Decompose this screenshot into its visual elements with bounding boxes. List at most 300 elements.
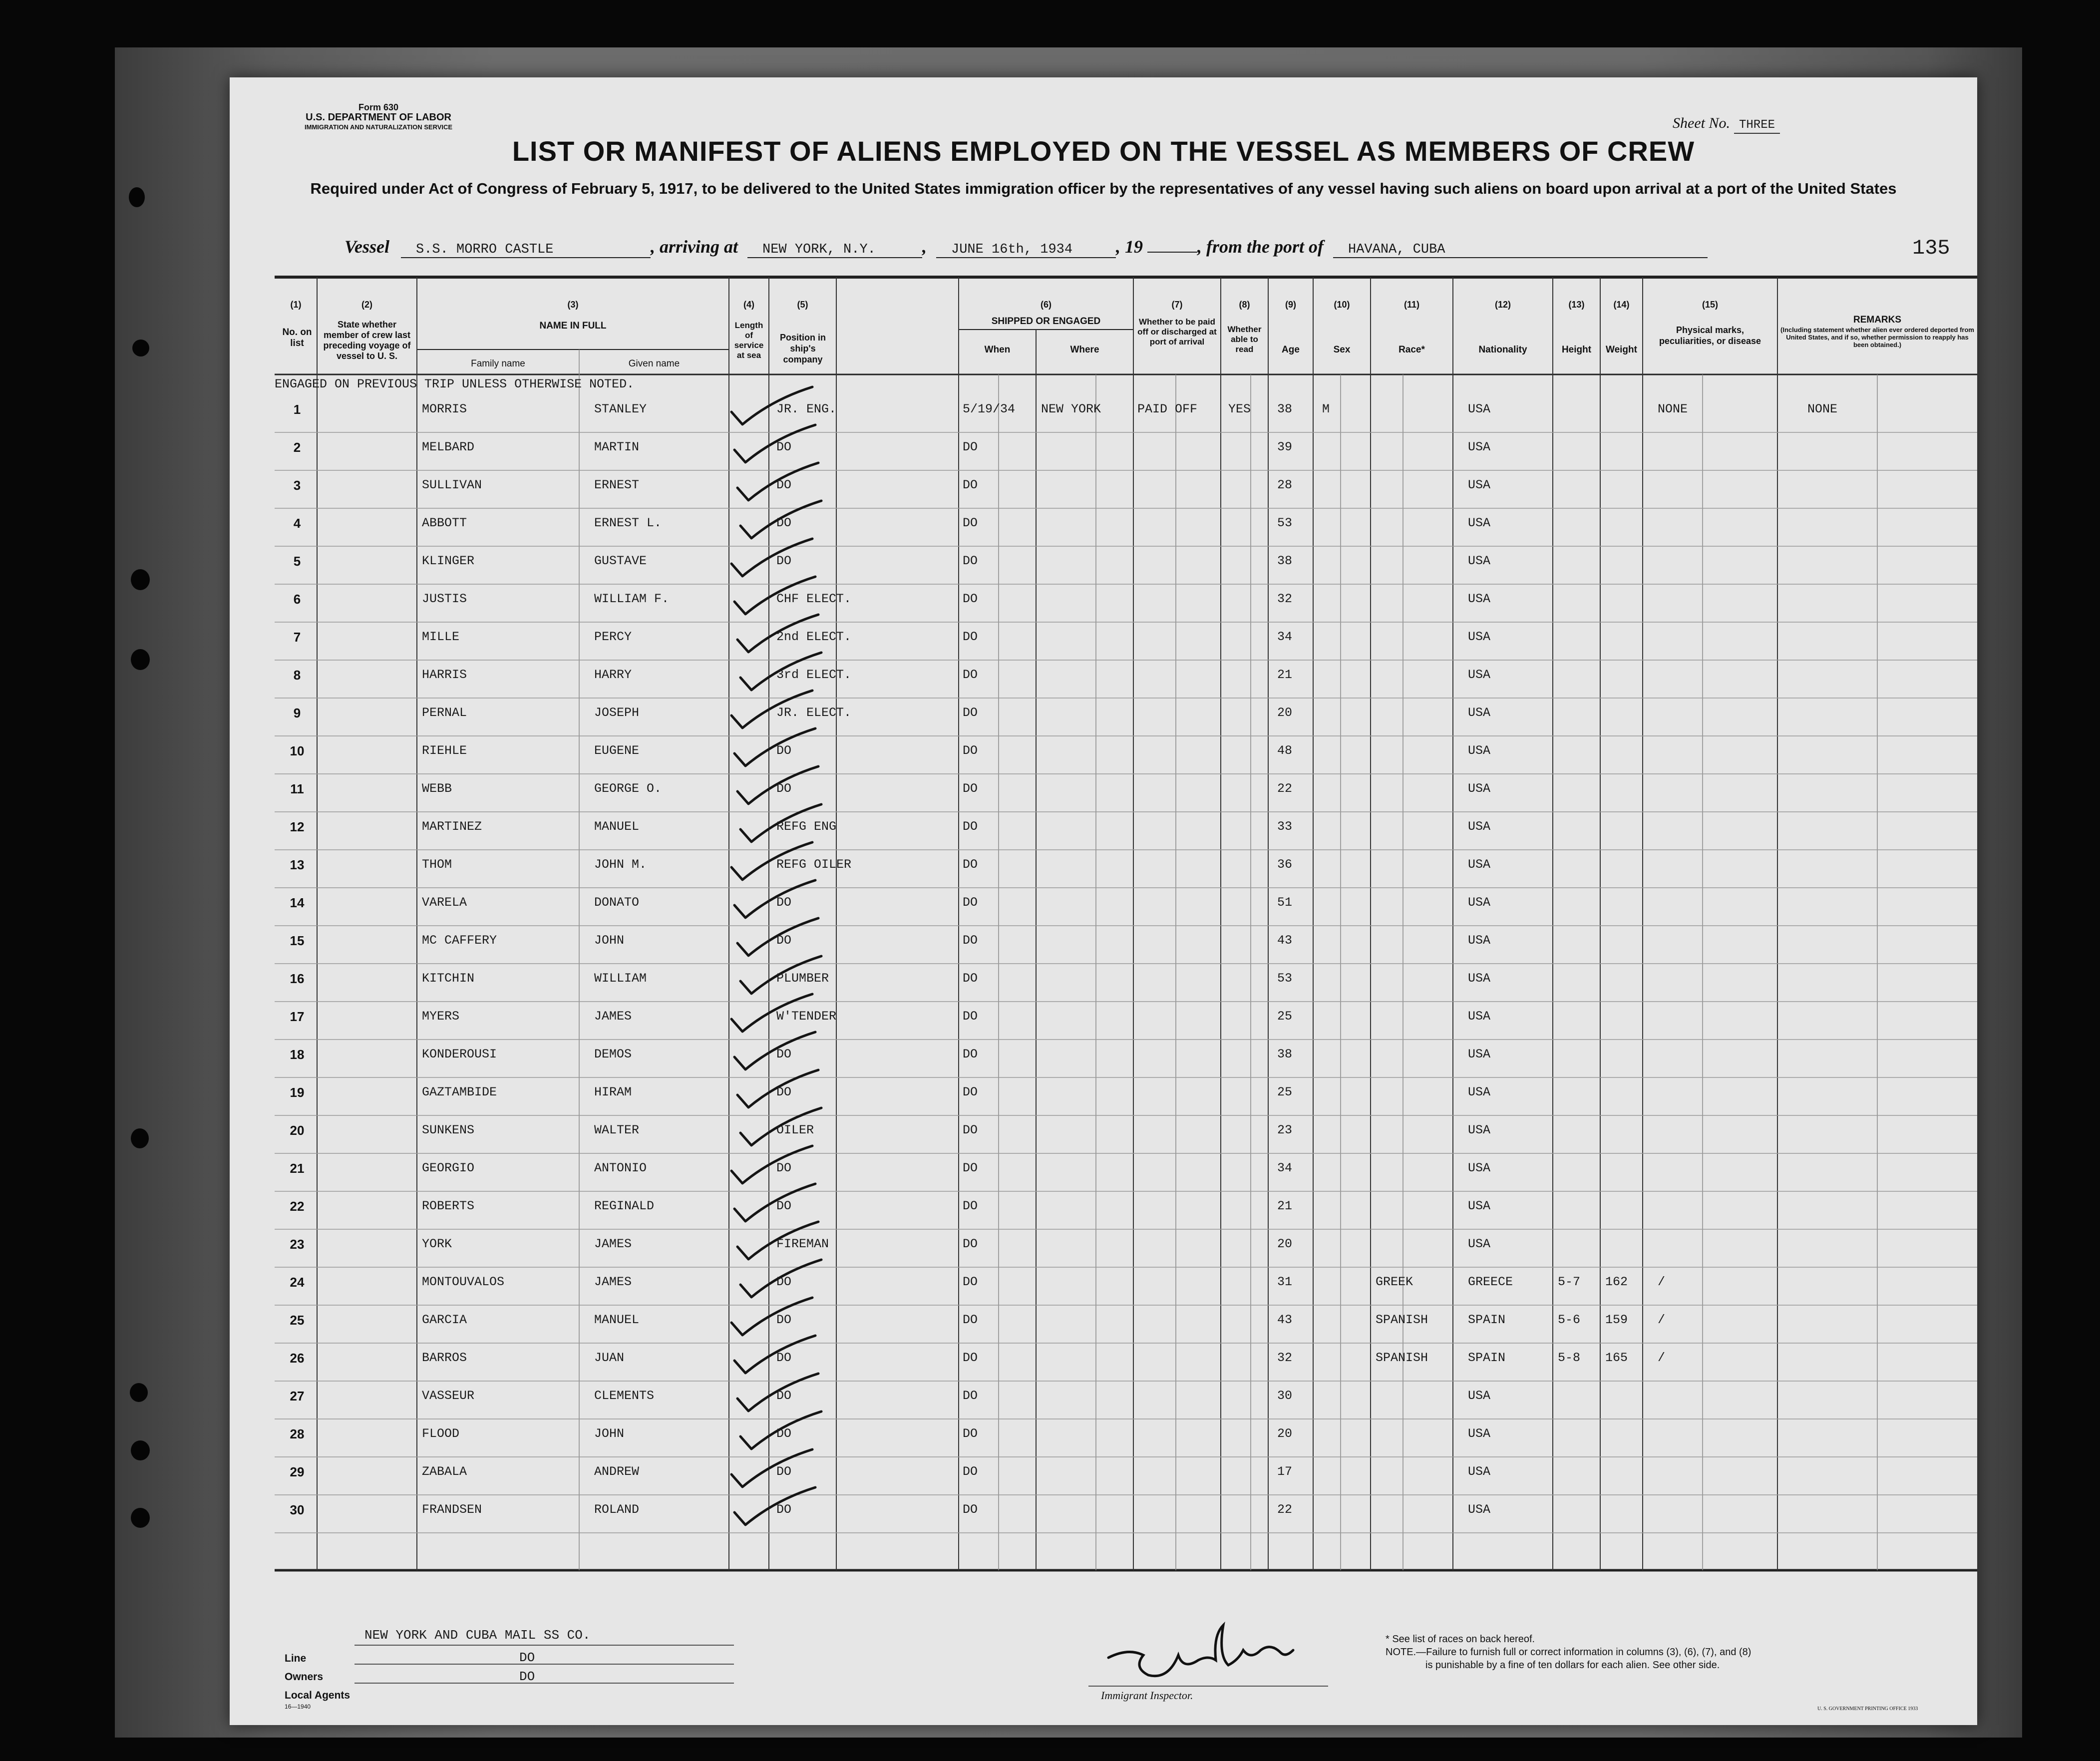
cell-age: 23: [1277, 1123, 1293, 1137]
cell-shipped-when: DO: [963, 1199, 978, 1213]
cell-nationality: GREECE: [1468, 1275, 1513, 1289]
line-label: Line: [285, 1653, 307, 1664]
cell-family-name: GEORGIO: [422, 1161, 475, 1175]
cell-row-number: 11: [290, 781, 304, 796]
col-8-number: (8): [1239, 300, 1250, 310]
local-agents-code: 16—1940: [285, 1703, 311, 1710]
cell-family-name: MARTINEZ: [422, 819, 482, 834]
binder-hole: [131, 1508, 150, 1528]
cell-family-name: MONTOUVALOS: [422, 1275, 505, 1289]
service-check-mark: [731, 1449, 812, 1487]
cell-given-name: ERNEST L.: [594, 516, 662, 530]
cell-position: REFG ENG: [776, 819, 837, 834]
cell-row-number: 16: [290, 971, 305, 986]
cell-family-name: GAZTAMBIDE: [422, 1085, 497, 1099]
cell-age: 38: [1277, 402, 1293, 416]
cell-row-number: 7: [293, 630, 301, 645]
cell-shipped-when: DO: [963, 933, 978, 948]
cell-age: 28: [1277, 478, 1293, 492]
cell-family-name: MYERS: [422, 1009, 460, 1024]
cell-given-name: JOHN: [594, 933, 625, 948]
col-9-number: (9): [1285, 300, 1296, 310]
cell-shipped-when: DO: [963, 554, 978, 568]
owners-value: DO: [519, 1650, 535, 1665]
cell-family-name: RIEHLE: [422, 743, 467, 758]
cell-age: 22: [1277, 1502, 1293, 1517]
col-4-number: (4): [743, 300, 754, 310]
cell-nationality: USA: [1468, 857, 1491, 872]
page-number: 135: [1912, 236, 1950, 260]
service-check-mark: [734, 425, 815, 462]
col-5-number: (5): [797, 300, 808, 310]
arrival-date-field: JUNE 16th, 1934: [936, 242, 1116, 258]
cell-row-number: 29: [290, 1464, 305, 1479]
cell-nationality: USA: [1468, 1047, 1491, 1061]
cell-age: 20: [1277, 705, 1293, 720]
cell-age: 38: [1277, 1047, 1293, 1061]
cell-shipped-when: DO: [963, 478, 978, 492]
vessel-line: Vessel S.S. MORRO CASTLE , arriving at NEW YORK, N.Y. , JUNE 16th, 1934 , 19 , from the port of HAVANA, CUBA: [345, 236, 1708, 258]
binder-hole: [131, 649, 150, 670]
cell-position: CHF ELECT.: [776, 592, 852, 606]
cell-position: DO: [776, 1085, 792, 1099]
cell-position: DO: [776, 1502, 792, 1517]
cell-height: 5-7: [1558, 1275, 1581, 1289]
cell-given-name: JAMES: [594, 1237, 632, 1251]
binder-hole: [131, 1440, 150, 1460]
cell-given-name: GUSTAVE: [594, 554, 647, 568]
col-2-number: (2): [361, 300, 372, 310]
cell-position: DO: [776, 1275, 792, 1289]
cell-position: DO: [776, 1389, 792, 1403]
col-3-label: NAME IN FULL: [539, 321, 607, 331]
cell-family-name: KONDEROUSI: [422, 1047, 497, 1061]
service-check-mark: [734, 1032, 815, 1069]
vessel-name-field: S.S. MORRO CASTLE: [401, 242, 651, 258]
cell-position: DO: [776, 1199, 792, 1213]
department-name: U.S. DEPARTMENT OF LABOR: [306, 112, 451, 123]
cell-given-name: ANDREW: [594, 1464, 640, 1479]
cell-row-number: 25: [290, 1313, 305, 1328]
cell-family-name: WEBB: [422, 781, 452, 796]
cell-position: DO: [776, 440, 792, 454]
service-name: IMMIGRATION AND NATURALIZATION SERVICE: [305, 123, 453, 131]
cell-family-name: SULLIVAN: [422, 478, 482, 492]
from-port-label: , from the port of: [1197, 237, 1324, 257]
cell-family-name: VASSEUR: [422, 1389, 475, 1403]
cell-given-name: JOHN M.: [594, 857, 647, 872]
cell-shipped-when: DO: [963, 1464, 978, 1479]
cell-position: DO: [776, 781, 792, 796]
cell-shipped-when: DO: [963, 1237, 978, 1251]
cell-position: DO: [776, 516, 792, 530]
cell-family-name: FLOOD: [422, 1426, 460, 1441]
col-10-number: (10): [1334, 300, 1350, 310]
cell-nationality: USA: [1468, 1085, 1491, 1099]
arrival-port-field: NEW YORK, N.Y.: [747, 242, 922, 258]
cell-position: W'TENDER: [776, 1009, 837, 1024]
cell-age: 33: [1277, 819, 1293, 834]
cell-shipped-when: DO: [963, 1085, 978, 1099]
col-4-label: Length of service at sea: [734, 321, 764, 360]
cell-row-number: 1: [293, 402, 301, 417]
cell-weight: 165: [1605, 1351, 1628, 1365]
col-1-label: No. on list: [282, 327, 312, 349]
col-6-number: (6): [1041, 300, 1051, 310]
cell-shipped-when: DO: [963, 516, 978, 530]
sheet-number-label: Sheet No.: [1673, 115, 1730, 131]
cell-age: 34: [1277, 630, 1293, 644]
cell-given-name: JOHN: [594, 1426, 625, 1441]
cell-nationality: USA: [1468, 1161, 1491, 1175]
local-agents-label: [285, 1690, 350, 1712]
col-14-label: Weight: [1606, 345, 1637, 355]
cell-row-number: 30: [290, 1502, 305, 1517]
cell-age: 25: [1277, 1085, 1293, 1099]
cell-age: 25: [1277, 1009, 1293, 1024]
col-13-label: Height: [1561, 345, 1592, 355]
cell-shipped-when: DO: [963, 592, 978, 606]
cell-position: DO: [776, 1464, 792, 1479]
cell-given-name: STANLEY: [594, 402, 647, 416]
cell-given-name: WILLIAM F.: [594, 592, 670, 606]
cell-weight: 162: [1605, 1275, 1628, 1289]
service-check-mark: [734, 728, 815, 766]
cell-shipped-when: DO: [963, 971, 978, 986]
cell-row-number: 18: [290, 1047, 305, 1062]
col-1-number: (1): [290, 300, 302, 310]
cell-age: 53: [1277, 971, 1293, 986]
cell-physical-marks: /: [1658, 1351, 1666, 1365]
cell-given-name: MARTIN: [594, 440, 640, 454]
cell-nationality: USA: [1468, 1199, 1491, 1213]
cell-physical-marks: NONE: [1658, 402, 1688, 416]
local-agents-text: Local Agents: [285, 1690, 350, 1701]
cell-given-name: WALTER: [594, 1123, 640, 1137]
cell-shipped-when: DO: [963, 440, 978, 454]
col-7-label: Whether to be paid off or discharged at port of arrival: [1137, 317, 1217, 347]
col-16-label: REMARKS: [1853, 315, 1902, 325]
col-15-number: (15): [1702, 300, 1718, 310]
cell-age: 20: [1277, 1426, 1293, 1441]
cell-given-name: HARRY: [594, 668, 632, 682]
col-7-number: (7): [1171, 300, 1183, 310]
cell-position: REFG OILER: [776, 857, 852, 872]
cell-age: 51: [1277, 895, 1293, 910]
cell-row-number: 28: [290, 1426, 305, 1441]
cell-nationality: USA: [1468, 895, 1491, 910]
cell-nationality: SPAIN: [1468, 1313, 1506, 1327]
cell-nationality: USA: [1468, 554, 1491, 568]
cell-shipped-when: 5/19/34: [963, 402, 1016, 416]
cell-row-number: 6: [293, 592, 301, 607]
cell-shipped-when: DO: [963, 668, 978, 682]
cell-nationality: USA: [1468, 630, 1491, 644]
cell-given-name: DEMOS: [594, 1047, 632, 1061]
col-11-number: (11): [1403, 300, 1420, 310]
cell-row-number: 24: [290, 1275, 305, 1290]
col-15-label: Physical marks, peculiarities, or disease: [1659, 325, 1761, 346]
col-5-label: Position in ship's company: [780, 333, 826, 364]
cell-given-name: REGINALD: [594, 1199, 655, 1213]
cell-sex: M: [1322, 402, 1330, 416]
page-title: LIST OR MANIFEST OF ALIENS EMPLOYED ON THE VESSEL AS MEMBERS OF CREW: [512, 135, 1695, 167]
cell-nationality: USA: [1468, 743, 1491, 758]
cell-shipped-when: DO: [963, 819, 978, 834]
cell-shipped-when: DO: [963, 1009, 978, 1024]
footnote-penalty-cont: is punishable by a fine of ten dollars for each alien. See other side.: [1425, 1660, 1720, 1671]
cell-shipped-when: DO: [963, 1047, 978, 1061]
cell-shipped-when: DO: [963, 1123, 978, 1137]
cell-nationality: USA: [1468, 478, 1491, 492]
cell-age: 21: [1277, 668, 1293, 682]
col-16-sublabel: (Including statement whether alien ever ordered deported from United States, and if so, whether permission to reapply has been obtained.): [1780, 326, 1974, 349]
col-12-label: Nationality: [1478, 345, 1527, 355]
cell-age: 21: [1277, 1199, 1293, 1213]
owners-label: Owners: [285, 1671, 324, 1683]
cell-position: DO: [776, 1161, 792, 1175]
service-check-mark: [731, 1298, 812, 1335]
cell-row-number: 10: [290, 743, 305, 758]
binder-hole: [131, 569, 150, 590]
cell-age: 22: [1277, 781, 1293, 796]
cell-family-name: HARRIS: [422, 668, 467, 682]
cell-row-number: 23: [290, 1237, 305, 1252]
engaged-note: ENGAGED ON PREVIOUS TRIP UNLESS OTHERWISE NOTED.: [275, 377, 635, 391]
manifest-sheet: [230, 77, 1977, 1725]
form-number: Form 630: [358, 102, 399, 112]
cell-position: 2nd ELECT.: [776, 630, 852, 644]
cell-family-name: MILLE: [422, 630, 460, 644]
cell-position: DO: [776, 478, 792, 492]
cell-age: 31: [1277, 1275, 1293, 1289]
cell-position: PLUMBER: [776, 971, 829, 986]
cell-nationality: USA: [1468, 516, 1491, 530]
cell-shipped-when: DO: [963, 1426, 978, 1441]
cell-nationality: USA: [1468, 933, 1491, 948]
cell-nationality: USA: [1468, 592, 1491, 606]
cell-row-number: 13: [290, 857, 305, 872]
col-6-label: SHIPPED OR ENGAGED: [991, 316, 1101, 327]
cell-shipped-when: DO: [963, 743, 978, 758]
cell-age: 48: [1277, 743, 1293, 758]
cell-family-name: JUSTIS: [422, 592, 467, 606]
cell-family-name: MC CAFFERY: [422, 933, 497, 948]
cell-nationality: USA: [1468, 705, 1491, 720]
cell-row-number: 15: [290, 933, 305, 948]
cell-age: 30: [1277, 1389, 1293, 1403]
cell-shipped-when: DO: [963, 630, 978, 644]
cell-age: 43: [1277, 933, 1293, 948]
vessel-label: Vessel: [345, 237, 389, 257]
cell-nationality: USA: [1468, 1426, 1491, 1441]
cell-shipped-when: DO: [963, 1275, 978, 1289]
service-check-mark: [731, 539, 812, 576]
cell-paid-off: PAID OFF: [1137, 402, 1198, 416]
cell-row-number: 26: [290, 1351, 305, 1366]
cell-shipped-when: DO: [963, 1502, 978, 1517]
cell-position: DO: [776, 933, 792, 948]
cell-position: DO: [776, 1426, 792, 1441]
cell-age: 43: [1277, 1313, 1293, 1327]
cell-nationality: USA: [1468, 1502, 1491, 1517]
col-6-when-label: When: [984, 345, 1011, 355]
cell-family-name: VARELA: [422, 895, 467, 910]
service-check-mark: [734, 880, 815, 918]
cell-race: GREEK: [1376, 1275, 1413, 1289]
cell-family-name: BARROS: [422, 1351, 467, 1365]
cell-row-number: 12: [290, 819, 305, 834]
cell-shipped-when: DO: [963, 1313, 978, 1327]
service-check-mark: [731, 1146, 812, 1183]
cell-given-name: MANUEL: [594, 1313, 640, 1327]
year-label: 19: [1125, 237, 1143, 257]
cell-position: DO: [776, 554, 792, 568]
col-12-number: (12): [1494, 300, 1511, 310]
cell-family-name: SUNKENS: [422, 1123, 475, 1137]
cell-row-number: 27: [290, 1389, 305, 1404]
cell-row-number: 20: [290, 1123, 305, 1138]
cell-row-number: 3: [293, 478, 301, 493]
cell-remarks: NONE: [1807, 402, 1838, 416]
cell-position: DO: [776, 743, 792, 758]
cell-race: SPANISH: [1376, 1313, 1428, 1327]
cell-given-name: ANTONIO: [594, 1161, 647, 1175]
cell-row-number: 19: [290, 1085, 305, 1100]
cell-position: DO: [776, 1351, 792, 1365]
cell-race: SPANISH: [1376, 1351, 1428, 1365]
cell-row-number: 21: [290, 1161, 305, 1176]
cell-position: 3rd ELECT.: [776, 668, 852, 682]
cell-height: 5-6: [1558, 1313, 1581, 1327]
cell-given-name: ERNEST: [594, 478, 640, 492]
cell-position: OILER: [776, 1123, 814, 1137]
col-3-given-label: Given name: [628, 358, 680, 369]
cell-nationality: USA: [1468, 971, 1491, 986]
cell-given-name: PERCY: [594, 630, 632, 644]
cell-age: 34: [1277, 1161, 1293, 1175]
cell-nationality: USA: [1468, 781, 1491, 796]
cell-family-name: PERNAL: [422, 705, 467, 720]
cell-family-name: FRANDSEN: [422, 1502, 482, 1517]
cell-given-name: JUAN: [594, 1351, 625, 1365]
footnote: [1386, 1633, 1751, 1672]
cell-row-number: 5: [293, 554, 301, 569]
footnote-races: * See list of races on back hereof.: [1386, 1634, 1535, 1645]
cell-physical-marks: /: [1658, 1313, 1666, 1327]
cell-given-name: JAMES: [594, 1275, 632, 1289]
cell-family-name: KLINGER: [422, 554, 475, 568]
cell-given-name: JOSEPH: [594, 705, 640, 720]
cell-given-name: HIRAM: [594, 1085, 632, 1099]
binder-hole: [132, 340, 149, 356]
cell-age: 20: [1277, 1237, 1293, 1251]
cell-nationality: USA: [1468, 440, 1491, 454]
service-check-mark: [734, 1487, 815, 1525]
cell-family-name: ABBOTT: [422, 516, 467, 530]
cell-given-name: GEORGE O.: [594, 781, 662, 796]
cell-family-name: MELBARD: [422, 440, 475, 454]
col-8-label: Whether able to read: [1227, 325, 1262, 354]
cell-height: 5-8: [1558, 1351, 1581, 1365]
cell-row-number: 8: [293, 668, 301, 683]
cell-position: FIREMAN: [776, 1237, 829, 1251]
col-3-number: (3): [567, 300, 579, 310]
binder-hole: [131, 1128, 149, 1148]
cell-row-number: 14: [290, 895, 305, 910]
cell-shipped-when: DO: [963, 895, 978, 910]
cell-nationality: USA: [1468, 819, 1491, 834]
from-port-field: HAVANA, CUBA: [1333, 242, 1708, 258]
cell-position: DO: [776, 895, 792, 910]
col-14-number: (14): [1613, 300, 1630, 310]
inspector-label: Immigrant Inspector.: [1101, 1689, 1193, 1702]
col-2-label: State whether member of crew last preceding voyage of vessel to U. S.: [323, 320, 411, 361]
cell-position: JR. ELECT.: [776, 705, 852, 720]
cell-given-name: JAMES: [594, 1009, 632, 1024]
cell-row-number: 17: [290, 1009, 305, 1024]
col-11-label: Race*: [1399, 345, 1425, 355]
col-3-family-label: Family name: [471, 358, 525, 369]
cell-shipped-when: DO: [963, 781, 978, 796]
cell-nationality: USA: [1468, 1123, 1491, 1137]
cell-position: DO: [776, 1313, 792, 1327]
local-agents-value: DO: [519, 1669, 535, 1684]
cell-row-number: 9: [293, 705, 301, 720]
cell-nationality: USA: [1468, 402, 1491, 416]
cell-family-name: MORRIS: [422, 402, 467, 416]
cell-row-number: 2: [293, 440, 301, 455]
cell-age: 36: [1277, 857, 1293, 872]
cell-age: 32: [1277, 592, 1293, 606]
cell-able-to-read: YES: [1228, 402, 1251, 416]
cell-age: 32: [1277, 1351, 1293, 1365]
cell-nationality: SPAIN: [1468, 1351, 1506, 1365]
binder-hole: [129, 187, 145, 207]
cell-row-number: 4: [293, 516, 301, 531]
cell-given-name: WILLIAM: [594, 971, 647, 986]
arriving-label: , arriving at: [651, 237, 738, 257]
cell-age: 39: [1277, 440, 1293, 454]
line-value: NEW YORK AND CUBA MAIL SS CO.: [364, 1628, 591, 1643]
binder-hole: [130, 1383, 148, 1402]
sheet-number-value: THREE: [1734, 118, 1780, 134]
printing-office-note: U. S. GOVERNMENT PRINTING OFFICE 1933: [1817, 1706, 1918, 1712]
cell-shipped-when: DO: [963, 857, 978, 872]
cell-family-name: ROBERTS: [422, 1199, 475, 1213]
col-13-number: (13): [1568, 300, 1585, 310]
cell-age: 17: [1277, 1464, 1293, 1479]
cell-nationality: USA: [1468, 1464, 1491, 1479]
cell-family-name: KITCHIN: [422, 971, 475, 986]
cell-nationality: USA: [1468, 1389, 1491, 1403]
cell-row-number: 22: [290, 1199, 305, 1214]
cell-shipped-when: DO: [963, 1351, 978, 1365]
col-9-label: Age: [1282, 345, 1300, 355]
col-10-label: Sex: [1333, 345, 1351, 355]
cell-family-name: YORK: [422, 1237, 452, 1251]
cell-shipped-when: DO: [963, 1161, 978, 1175]
cell-given-name: ROLAND: [594, 1502, 640, 1517]
cell-weight: 159: [1605, 1313, 1628, 1327]
cell-position: JR. ENG.: [776, 402, 837, 416]
cell-given-name: EUGENE: [594, 743, 640, 758]
page-subtitle: Required under Act of Congress of February 5, 1917, to be delivered to the United States immigration officer by the representatives of any vessel having such aliens on board upon arrival at a port of the United States: [310, 180, 1897, 197]
cell-family-name: ZABALA: [422, 1464, 467, 1479]
cell-shipped-when: DO: [963, 705, 978, 720]
cell-given-name: DONATO: [594, 895, 640, 910]
cell-age: 38: [1277, 554, 1293, 568]
